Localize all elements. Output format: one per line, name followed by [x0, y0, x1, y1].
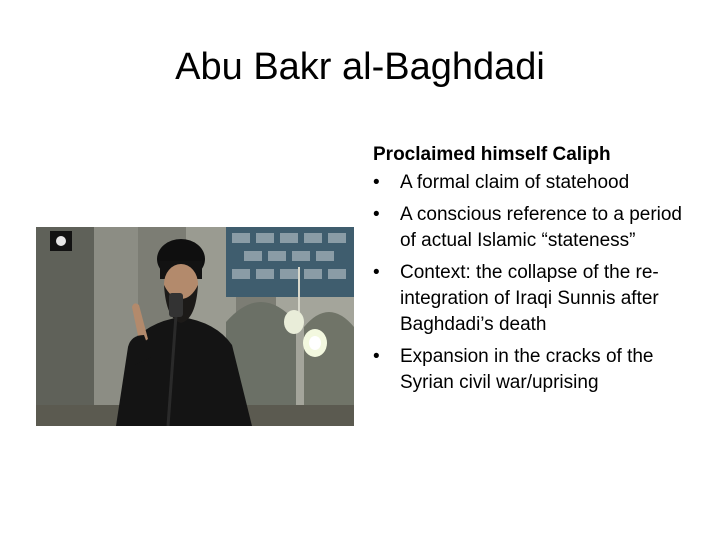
bullet-glyph: •: [373, 346, 380, 367]
list-item: [373, 170, 703, 196]
bullet-text: A formal claim of statehood: [400, 172, 630, 193]
list-item: [373, 260, 703, 338]
speaker-photo: [36, 227, 354, 426]
bullet-glyph: •: [373, 262, 380, 283]
list-item: [373, 344, 703, 396]
bullet-glyph: •: [373, 172, 380, 193]
bullet-text: Context: the collapse of the re-integration of Iraqi Sunnis after Baghdadi’s death: [400, 262, 659, 335]
list-item: [373, 202, 703, 254]
bullet-glyph: •: [373, 204, 380, 225]
bullet-list: [373, 170, 703, 396]
content-heading: Proclaimed himself Caliph: [373, 144, 611, 165]
slide-title: Abu Bakr al-Baghdadi: [175, 46, 545, 88]
content-block: [373, 142, 703, 402]
bullet-text: A conscious reference to a period of actual Islamic “stateness”: [400, 204, 683, 251]
bullet-text: Expansion in the cracks of the Syrian civil war/uprising: [400, 346, 654, 393]
photo-illustration: [36, 227, 354, 426]
